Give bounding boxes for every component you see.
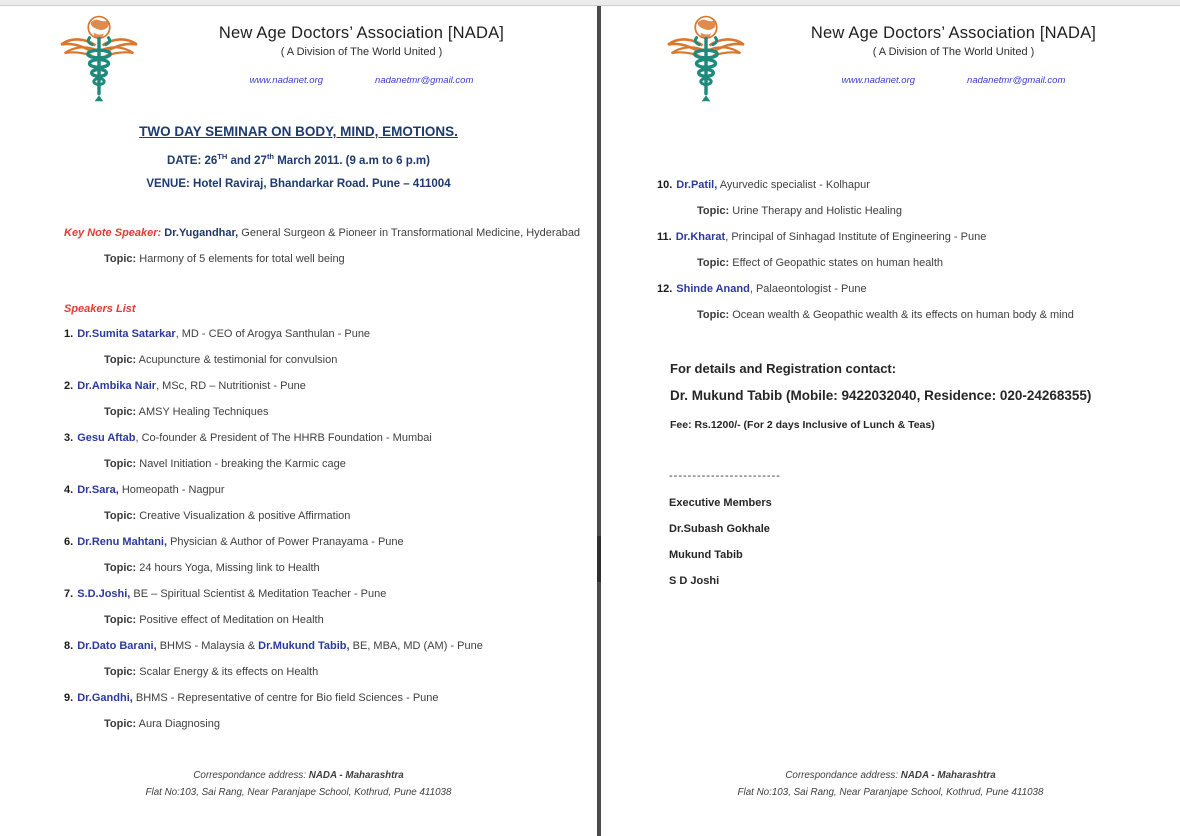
org-links [751, 75, 1156, 86]
topic-text: Positive effect of Meditation on Health [136, 614, 324, 626]
org-header [751, 24, 1156, 86]
topic-label: Topic: [104, 354, 137, 366]
topic-label: Topic: [697, 309, 730, 321]
page-2 [601, 0, 1180, 836]
topic-text: Navel Initiation - breaking the Karmic cage [136, 458, 346, 470]
speaker-number: 9. [64, 692, 74, 704]
speaker-entry [64, 425, 589, 451]
speaker-number: 6. [64, 536, 74, 548]
executive-member: Mukund Tabib [669, 549, 743, 561]
speaker-name: Dr.Renu Mahtani, [77, 536, 168, 548]
speaker-name: Dr.Sumita Satarkar [77, 328, 176, 340]
speaker-topic-line [64, 555, 589, 581]
caduceus-logo-icon [56, 10, 142, 110]
registration-fee: Fee: Rs.1200/- (For 2 days Inclusive of Lunch & Teas) [670, 419, 935, 431]
topic-text: AMSY Healing Techniques [136, 406, 269, 418]
topic-label: Topic: [104, 458, 137, 470]
executive-members-heading: Executive Members [669, 497, 772, 509]
org-subtitle: ( A Division of The World United ) [280, 46, 443, 58]
executive-members-list [669, 516, 772, 594]
topic-text: Ocean wealth & Geopathic wealth & its effects on human body & mind [729, 309, 1074, 321]
org-name: New Age Doctors’ Association [NADA] [810, 24, 1097, 42]
speaker-topic-line [64, 399, 589, 425]
caduceus-logo-icon [663, 10, 749, 110]
keynote-name: Dr.Yugandhar, [161, 227, 239, 239]
speaker-name: S.D.Joshi, [77, 588, 131, 600]
speaker-topic-line [64, 451, 589, 477]
footer-org: NADA - Maharashtra [898, 770, 996, 781]
speaker-description: BHMS - Malaysia & [156, 640, 259, 652]
speaker-number: 1. [64, 328, 74, 340]
speaker-entry [64, 581, 589, 607]
topic-text: Acupuncture & testimonial for convulsion [136, 354, 338, 366]
website-link: www.nadanet.org [841, 75, 916, 86]
speaker-name: Dr.Kharat [675, 231, 726, 243]
speakers-list-heading: Speakers List [64, 303, 136, 315]
seminar-date: DATE: 26TH and 27th March 2011. (9 a.m to 6 p.m) [167, 152, 430, 167]
speaker-entry [657, 172, 1172, 198]
footer-address: Flat No:103, Sai Rang, Near Paranjape School, Kothrud, Pune 411038 [145, 787, 452, 798]
executive-members-block [669, 490, 772, 594]
speaker-description: Ayurvedic specialist - Kolhapur [717, 179, 870, 191]
speaker-description: , MSc, RD – Nutritionist - Pune [156, 380, 306, 392]
topic-text: 24 hours Yoga, Missing link to Health [136, 562, 320, 574]
speaker-name: Dr.Gandhi, [77, 692, 133, 704]
email-link: nadanetmr@gmail.com [375, 75, 474, 86]
speaker-topic-line [64, 347, 589, 373]
speaker-number: 2. [64, 380, 74, 392]
speaker-number: 10. [657, 179, 673, 191]
org-name: New Age Doctors’ Association [NADA] [218, 24, 505, 42]
topic-text: Scalar Energy & its effects on Health [136, 666, 319, 678]
org-subtitle: ( A Division of The World United ) [872, 46, 1035, 58]
keynote-speaker-line [64, 227, 587, 239]
speaker-description: BE, MBA, MD (AM) - Pune [349, 640, 483, 652]
dashed-separator: ------------------------ [669, 470, 781, 482]
speaker-name: Dr.Mukund Tabib, [258, 640, 350, 652]
topic-text: Urine Therapy and Holistic Healing [729, 205, 903, 217]
speaker-number: 7. [64, 588, 74, 600]
speaker-description: , Co-founder & President of The HHRB Foundation - Mumbai [135, 432, 432, 444]
keynote-topic-line: Topic: Harmony of 5 elements for total well being [104, 253, 345, 265]
executive-member: S D Joshi [669, 575, 720, 587]
speaker-description: Homeopath - Nagpur [118, 484, 225, 496]
speaker-entry [64, 373, 589, 399]
speaker-topic-line [657, 198, 1172, 224]
speaker-topic-line [657, 250, 1172, 276]
topic-label: Topic: [104, 510, 137, 522]
topic-label: Topic: [697, 257, 730, 269]
topic-label: Topic: [697, 205, 730, 217]
topic-label: Topic: [104, 666, 137, 678]
footer-correspondence: Correspondance address: NADA - Maharashtra [785, 770, 996, 781]
speaker-description: Physician & Author of Power Pranayama - Pune [167, 536, 404, 548]
seminar-venue: VENUE: Hotel Raviraj, Bhandarkar Road. Pune – 411004 [146, 178, 451, 190]
speaker-topic-line [64, 711, 589, 737]
speakers-list-page1 [64, 321, 589, 737]
speaker-entry [64, 477, 589, 503]
speaker-entry [657, 224, 1172, 250]
speaker-number: 8. [64, 640, 74, 652]
registration-contact: Dr. Mukund Tabib (Mobile: 9422032040, Residence: 020-24268355) [670, 388, 1092, 403]
speaker-name: Dr.Ambika Nair [77, 380, 157, 392]
executive-member: Dr.Subash Gokhale [669, 523, 770, 535]
website-link: www.nadanet.org [249, 75, 324, 86]
viewer-top-edge [0, 0, 1180, 6]
org-links [150, 75, 573, 86]
email-link: nadanetmr@gmail.com [967, 75, 1066, 86]
speakers-list-page2 [657, 172, 1172, 328]
keynote-description: General Surgeon & Pioneer in Transformational Medicine, Hyderabad [238, 227, 581, 239]
speaker-topic-line [64, 503, 589, 529]
topic-text: Aura Diagnosing [136, 718, 220, 730]
speaker-name: Dr.Sara, [77, 484, 119, 496]
speaker-name: Dr.Patil, [676, 179, 718, 191]
topic-label: Topic: [104, 406, 137, 418]
speaker-description: BE – Spiritual Scientist & Meditation Teacher - Pune [130, 588, 387, 600]
topic-label: Topic: [104, 718, 137, 730]
speaker-entry [64, 321, 589, 347]
topic-label: Topic: [104, 562, 137, 574]
speaker-name: Gesu Aftab [77, 432, 136, 444]
speaker-entry [64, 633, 589, 659]
speaker-description: , MD - CEO of Arogya Santhulan - Pune [175, 328, 371, 340]
registration-heading: For details and Registration contact: [670, 361, 897, 376]
speaker-topic-line [657, 302, 1172, 328]
speaker-entry [64, 685, 589, 711]
footer-org: NADA - Maharashtra [306, 770, 404, 781]
speaker-description: BHMS - Representative of centre for Bio field Sciences - Pune [132, 692, 439, 704]
topic-label: Topic: [104, 614, 137, 626]
speaker-entry [64, 529, 589, 555]
seminar-title: TWO DAY SEMINAR ON BODY, MIND, EMOTIONS. [139, 124, 458, 139]
speaker-description: , Palaeontologist - Pune [749, 283, 867, 295]
keynote-label: Key Note Speaker: [64, 227, 162, 239]
speaker-number: 12. [657, 283, 673, 295]
topic-text: Creative Visualization & positive Affirmation [136, 510, 351, 522]
footer-correspondence: Correspondance address: NADA - Maharashtra [193, 770, 404, 781]
speaker-entry [657, 276, 1172, 302]
speaker-topic-line [64, 659, 589, 685]
speaker-description: , Principal of Sinhagad Institute of Engineering - Pune [725, 231, 987, 243]
speaker-number: 3. [64, 432, 74, 444]
speaker-name: Shinde Anand [676, 283, 750, 295]
speaker-number: 11. [657, 231, 672, 243]
speaker-name: Dr.Dato Barani, [77, 640, 157, 652]
keynote-topic: Harmony of 5 elements for total well being [136, 253, 345, 265]
speaker-number: 4. [64, 484, 74, 496]
footer-address: Flat No:103, Sai Rang, Near Paranjape School, Kothrud, Pune 411038 [737, 787, 1044, 798]
topic-text: Effect of Geopathic states on human health [729, 257, 944, 269]
org-header [150, 24, 573, 86]
speaker-topic-line [64, 607, 589, 633]
